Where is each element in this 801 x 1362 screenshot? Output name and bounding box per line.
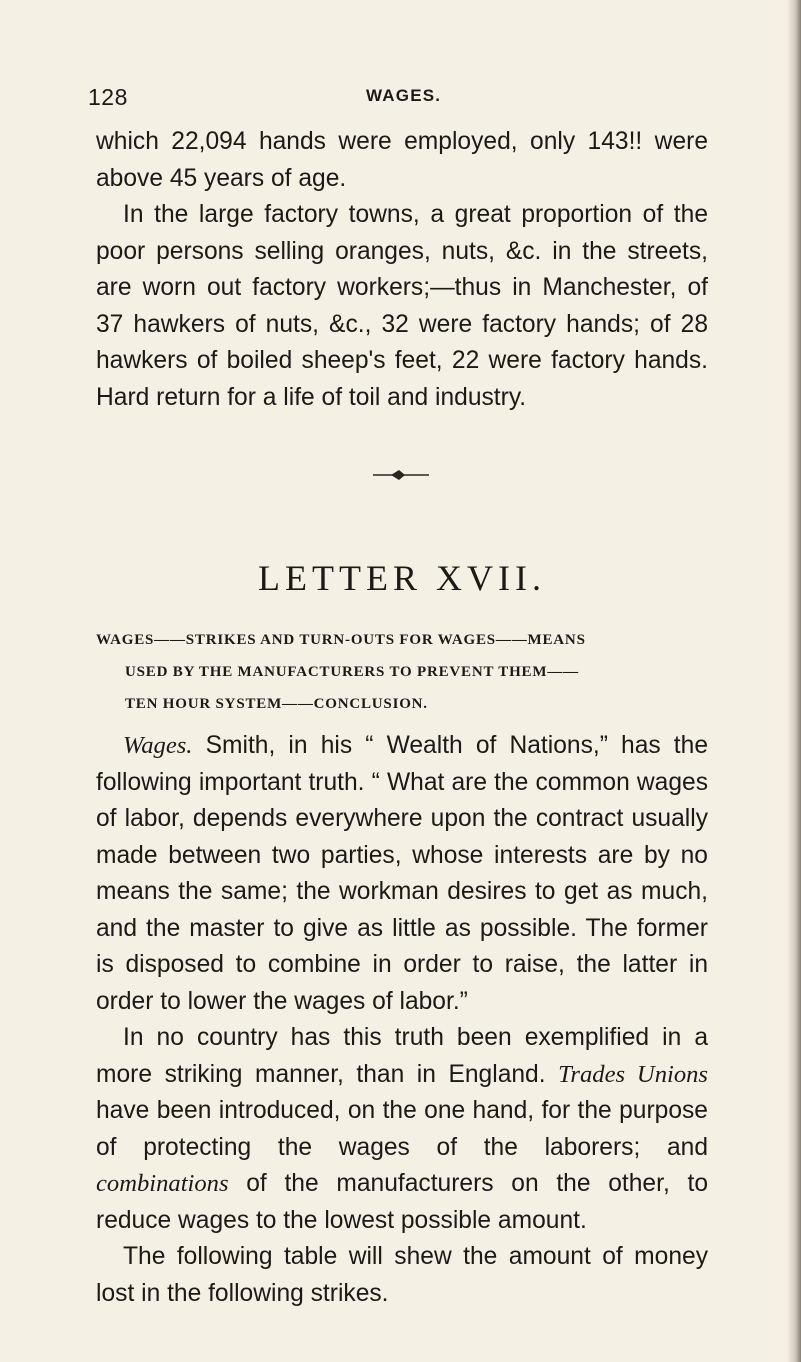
paragraph-continuation: which 22,094 hands were employed, only 143!! were above 45 years of age. <box>96 128 708 192</box>
paragraph-england <box>96 1020 708 1239</box>
chapter-synopsis <box>96 624 710 720</box>
paragraph-lead-word: Wages. <box>123 732 193 759</box>
text-run: have been introduced, on the one hand, for the purpose of protecting the wages of the laborers; and <box>96 1097 708 1161</box>
italic-term: Trades Unions <box>558 1060 708 1088</box>
text-run: of the manufacturers on the other, to reduce wages to the lowest possible amount. <box>96 1170 708 1234</box>
paragraph-table-intro: The following table will shew the amount of money lost in the following strikes. <box>96 1243 708 1307</box>
paragraph-factory-towns: In the large factory towns, a great proportion of the poor persons selling oranges, nuts, &c. in the streets, are worn out factory workers;—thus in Manchester, of 37 hawkers of nuts, &c., 32 were factory hands; of 28 hawkers of boiled sheep's feet, 22 were factory hands. Hard return for a life of toil and industry. <box>96 201 708 411</box>
page-edge-shadow <box>787 0 801 1362</box>
page-number: 128 <box>88 84 128 110</box>
page-header <box>88 84 708 114</box>
text-block-top <box>96 124 708 416</box>
letter-title: LETTER XVII. <box>258 558 546 598</box>
running-head: WAGES. <box>366 86 442 105</box>
divider-ornament-icon <box>371 467 431 483</box>
synopsis-line: USED BY THE MANUFACTURERS TO PREVENT THEM—— <box>125 664 579 680</box>
paragraph-wages <box>96 728 708 1020</box>
synopsis-line: TEN HOUR SYSTEM——CONCLUSION. <box>125 696 428 712</box>
text-run: In no country has this truth been exemplified in a more striking manner, than in England. <box>96 1024 708 1088</box>
italic-term: combinations <box>96 1170 229 1197</box>
text-block-letter <box>96 728 708 1312</box>
paragraph-wages-text: Smith, in his “ Wealth of Nations,” has the following important truth. “ What are the common wages of labor, depends everywhere upon the contract usually made between two parties, whose interests are by no means the same; the workman desires to get as much, and the master to give as little as possible. The former is disposed to combine in order to raise, the latter in order to lower the wages of labor.” <box>96 732 708 1015</box>
synopsis-line: WAGES——STRIKES AND TURN-OUTS FOR WAGES——MEANS <box>96 632 586 648</box>
